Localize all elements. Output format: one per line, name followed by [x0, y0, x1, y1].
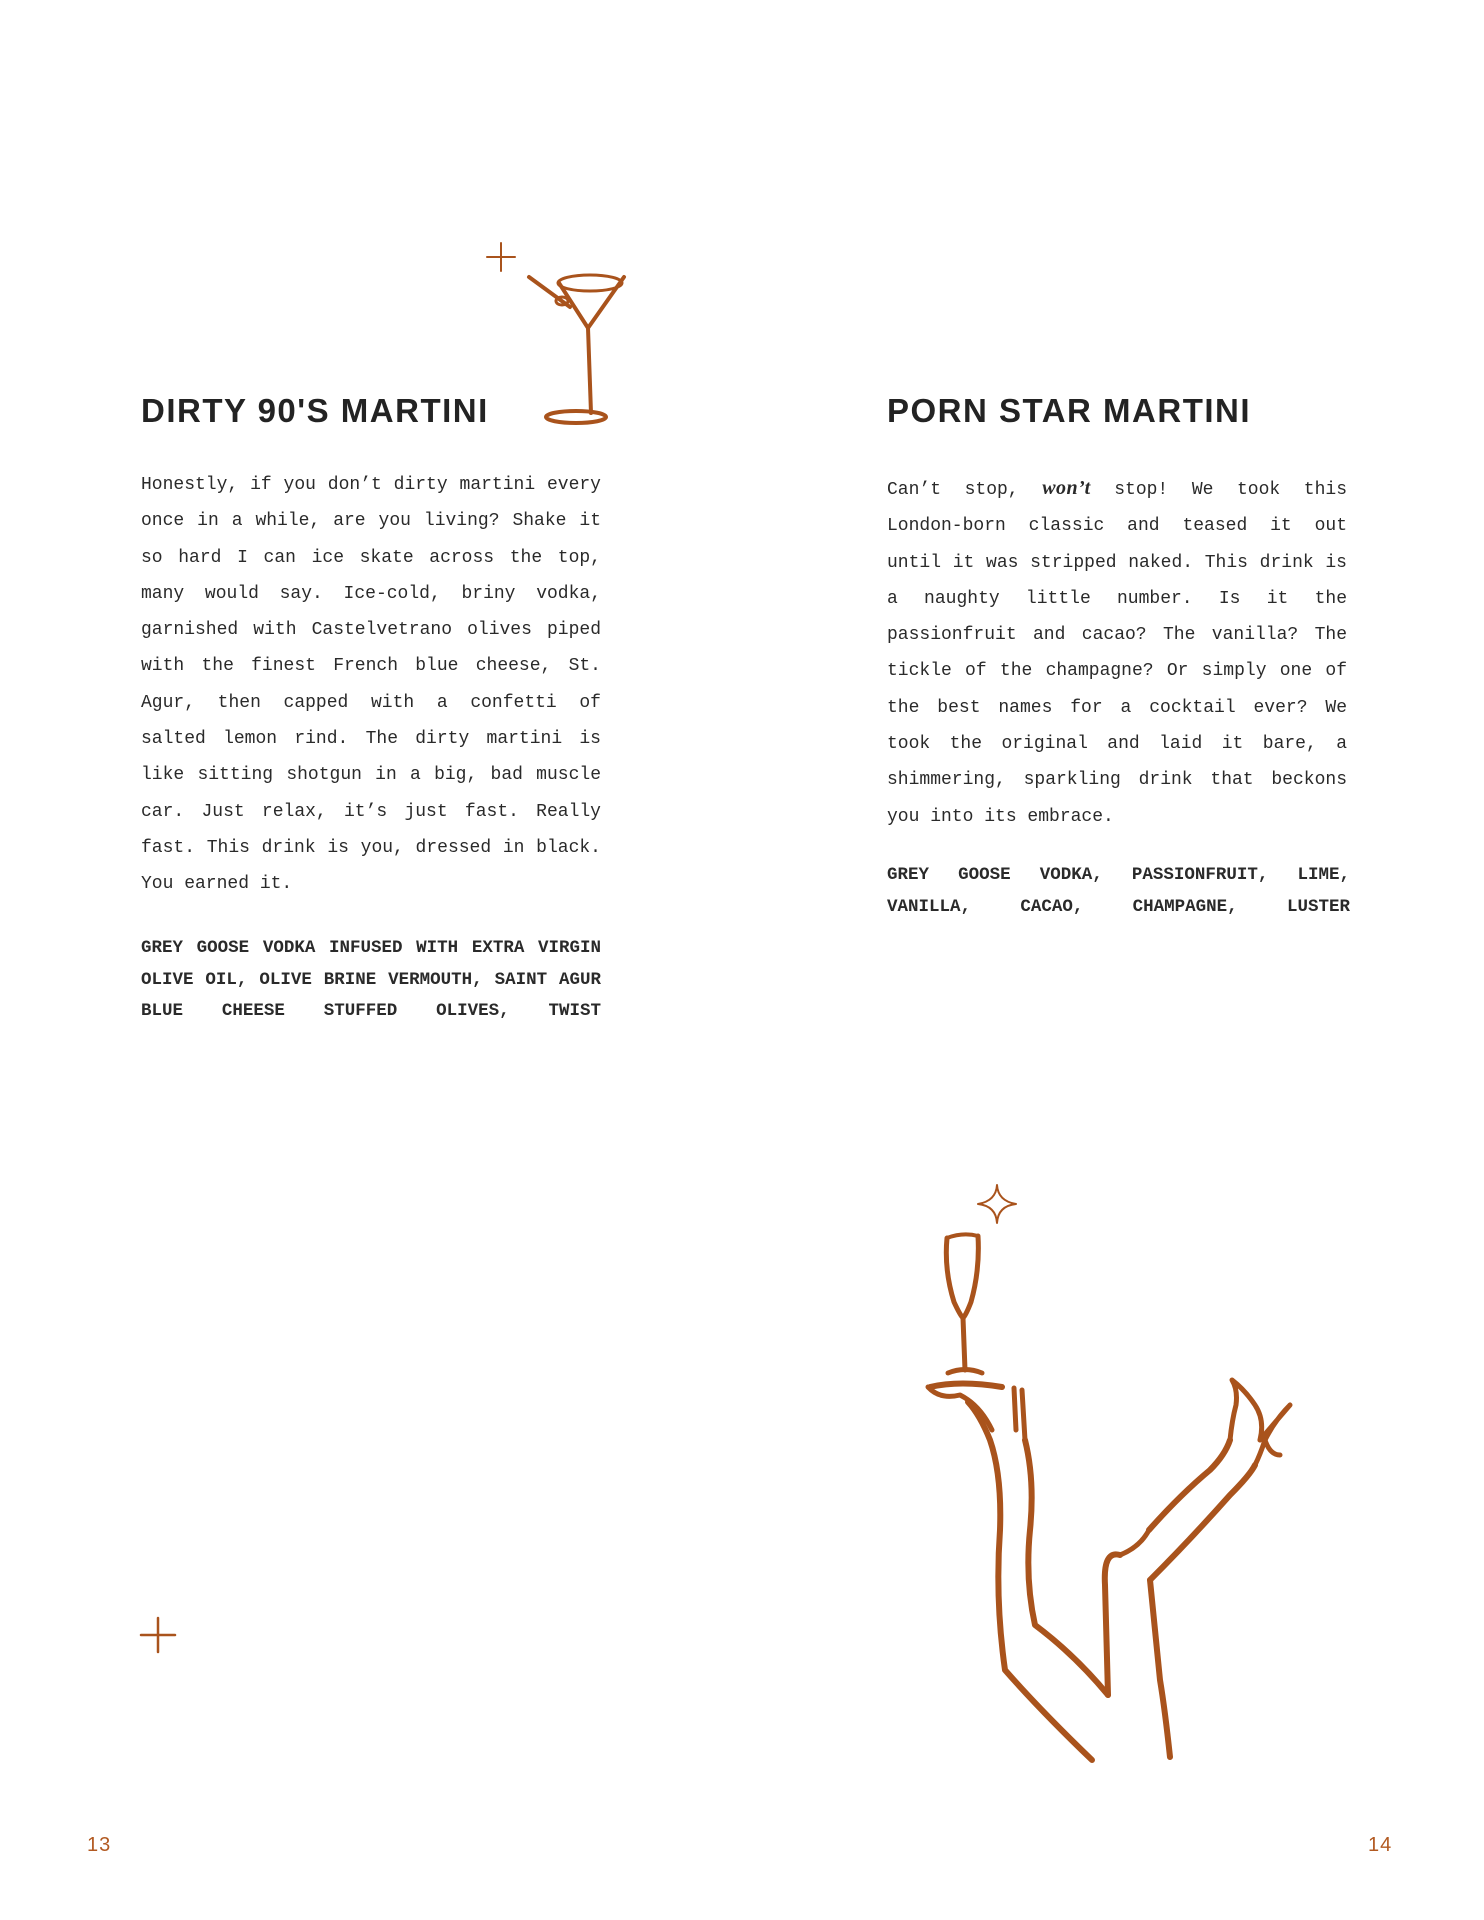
page-number: 14 [1368, 1834, 1393, 1856]
description-start: Can’t stop, [887, 480, 1043, 500]
cocktail-ingredients: GREY GOOSE VODKA, PASSIONFRUIT, LIME, VANILLA, CACAO, CHAMPAGNE, LUSTER [887, 865, 1350, 917]
cocktail-description: Honestly, if you don’t dirty martini every once in a while, are you living? Shake it so hard I can ice skate across the top, many would say. Ice-cold, briny vodka, garnished with Castelvetrano olives piped with the finest French blue cheese, St. Agur, then capped with a confetti of salted lemon rind. The dirty martini is like sitting shotgun in a big, bad muscle car. Just relax, it’s just fast. Really fast. This drink is you, dressed in black. You earned it. [141, 475, 601, 895]
description-emphasis: won’t [1042, 477, 1091, 499]
cocktail-description [887, 470, 1347, 835]
champagne-flute-legs-icon [920, 1230, 1320, 1770]
sparkle-icon [486, 242, 516, 272]
description-rest: stop! We took this London-born classic and teased it out until it was stripped naked. This drink is a naughty little number. Is it the passionfruit and cacao? The vanilla? The tickle of the champagne? Or simply one of the best names for a cocktail ever? We took the original and laid it bare, a shimmering, sparkling drink that beckons you into its embrace. [887, 480, 1348, 827]
sparkle-icon [976, 1183, 1018, 1225]
page-number: 13 [87, 1834, 112, 1856]
cocktail-ingredients: GREY GOOSE VODKA INFUSED WITH EXTRA VIRGIN OLIVE OIL, OLIVE BRINE VERMOUTH, SAINT AGUR BLUE CHEESE STUFFED OLIVES, TWIST [141, 938, 601, 1021]
cocktail-title: DIRTY 90'S MARTINI [141, 392, 489, 429]
cocktail-title: PORN STAR MARTINI [887, 392, 1252, 429]
sparkle-icon [140, 1617, 176, 1653]
